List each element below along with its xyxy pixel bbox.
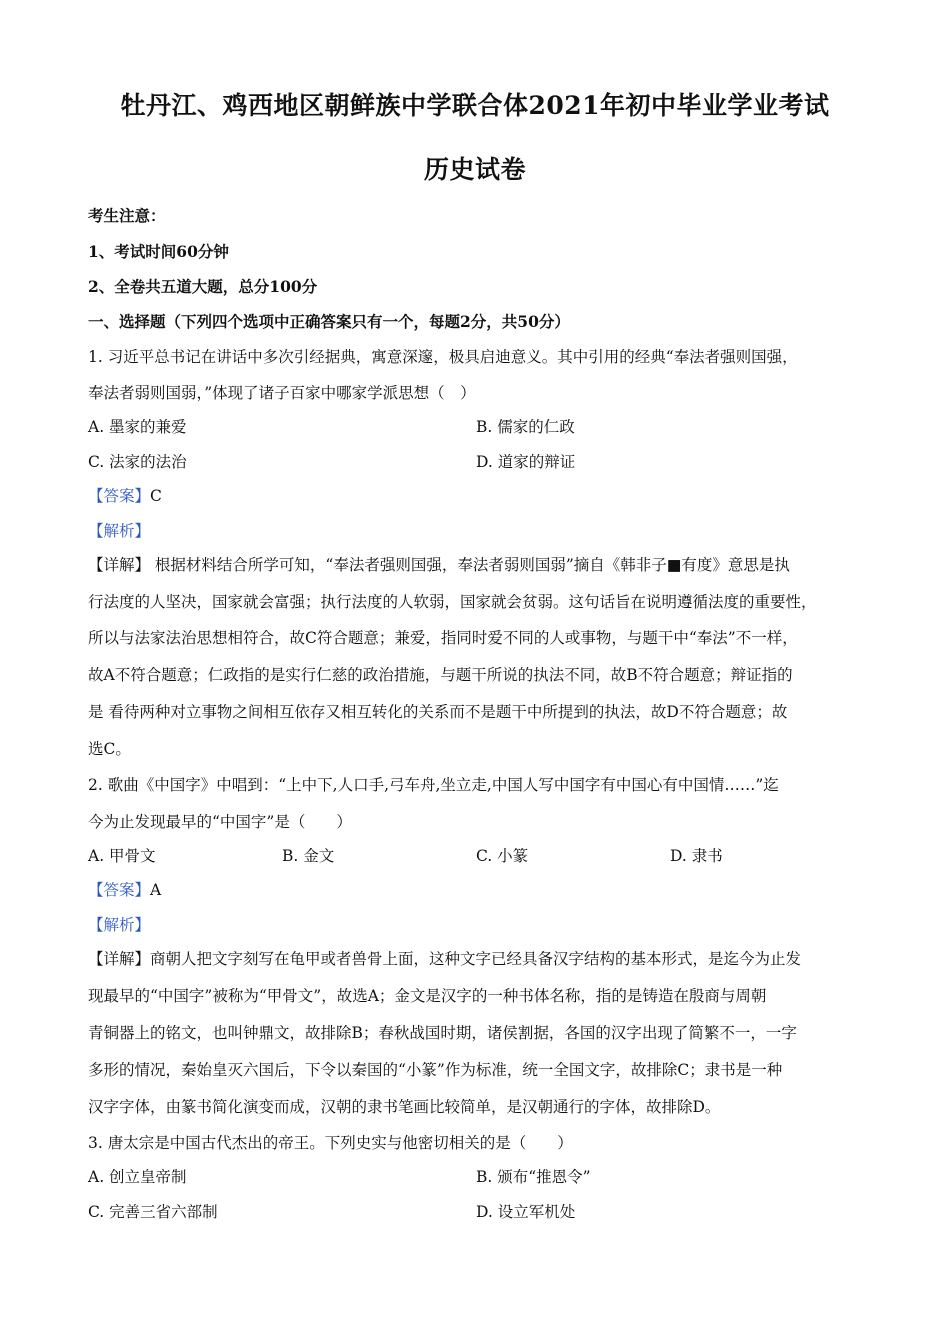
q2-detail-line-1: 【详解】商朝人把文字刻写在龟甲或者兽骨上面，这种文字已经具备汉字结构的基本形式，是迄今为止发 xyxy=(88,950,802,968)
q1-option-a: A. 墨家的兼爱 xyxy=(88,418,187,436)
q2-detail-line-4: 多形的情况，秦始皇灭六国后，下令以秦国的“小篆”作为标准，统一全国文字，故排除C；隶书是一种 xyxy=(88,1061,783,1079)
q1-detail-line-2: 行法度的人坚决，国家就会富强；执行法度的人软弱，国家就会贫弱。这句话旨在说明遵循法度的重要性， xyxy=(88,593,817,611)
q3-option-c: C. 完善三省六部制 xyxy=(88,1203,218,1221)
answer-label: 【答案】 xyxy=(88,881,151,899)
q2-detail-line-2: 现最早的“中国字”被称为“甲骨文”，故选A；金文是汉字的一种书体名称，指的是铸造在殷商与周朝 xyxy=(88,987,767,1005)
exam-subtitle: 历史试卷 xyxy=(423,155,526,184)
q2-detail-line-5: 汉字字体，由篆书简化演变而成，汉朝的隶书笔画比较简单，是汉朝通行的字体，故排除D。 xyxy=(88,1098,721,1116)
q1-detail-line-4: 故A不符合题意；仁政指的是实行仁慈的政治措施，与题干所说的执法不同，故B不符合题意；辩证指的 xyxy=(88,666,793,684)
q3-stem: 3. 唐太宗是中国古代杰出的帝王。下列史实与他密切相关的是（ ） xyxy=(88,1134,573,1152)
q1-detail-line-5: 是 看待两种对立事物之间相互依存又相互转化的关系而不是题干中所提到的执法，故D不符合题意；故 xyxy=(88,703,788,721)
q2-analysis-label: 【解析】 xyxy=(88,916,151,934)
q1-answer xyxy=(88,484,162,506)
q1-stem-line-1: 1. 习近平总书记在讲话中多次引经据典，寓意深邃，极具启迪意义。其中引用的经典“奉法者强则国强， xyxy=(88,348,798,366)
answer-label: 【答案】 xyxy=(88,487,151,505)
q1-analysis-label: 【解析】 xyxy=(88,522,151,540)
notice-item-1: 1、考试时间60分钟 xyxy=(88,242,229,261)
q1-detail-line-3: 所以与法家法治思想相符合，故C符合题意；兼爱，指同时爱不同的人或事物，与题干中“奉法”不一样， xyxy=(88,629,798,647)
q2-stem-line-2: 今为止发现最早的“中国字”是（ ） xyxy=(88,813,352,831)
q2-option-c: C. 小篆 xyxy=(476,847,529,865)
answer-value: A xyxy=(150,881,162,899)
notice-heading: 考生注意： xyxy=(88,206,166,225)
q2-option-b: B. 金文 xyxy=(282,847,335,865)
q1-option-d: D. 道家的辩证 xyxy=(476,453,576,471)
q1-option-b: B. 儒家的仁政 xyxy=(476,418,575,436)
q1-stem-line-2: 奉法者弱则国弱，”体现了诸子百家中哪家学派思想（ ） xyxy=(88,384,476,402)
q3-option-d: D. 设立军机处 xyxy=(476,1203,576,1221)
q1-detail-line-6: 选C。 xyxy=(88,740,131,758)
section-heading: 一、选择题（下列四个选项中正确答案只有一个，每题2分，共50分） xyxy=(88,312,570,331)
q2-option-a: A. 甲骨文 xyxy=(88,847,156,865)
q2-option-d: D. 隶书 xyxy=(670,847,723,865)
q2-stem-line-1: 2. 歌曲《中国字》中唱到：“上中下,人口手,弓车舟,坐立走,中国人写中国字有中国心有中国情……”迄 xyxy=(88,776,779,794)
q3-option-b: B. 颁布“推恩令” xyxy=(476,1168,591,1186)
q2-answer xyxy=(88,878,161,900)
q2-detail-line-3: 青铜器上的铭文，也叫钟鼎文，故排除B；春秋战国时期，诸侯割据，各国的汉字出现了简繁不一，一字 xyxy=(88,1024,797,1042)
q1-detail-line-1: 【详解】 根据材料结合所学可知，“奉法者强则国强，奉法者弱则国弱”摘自《韩非子■有度》意思是执 xyxy=(88,556,790,574)
notice-item-2: 2、全卷共五道大题，总分100分 xyxy=(88,277,318,296)
q1-option-c: C. 法家的法治 xyxy=(88,453,187,471)
answer-value: C xyxy=(150,487,162,505)
q3-option-a: A. 创立皇帝制 xyxy=(88,1168,187,1186)
exam-title: 牡丹江、鸡西地区朝鲜族中学联合体2021年初中毕业学业考试 xyxy=(120,91,830,120)
